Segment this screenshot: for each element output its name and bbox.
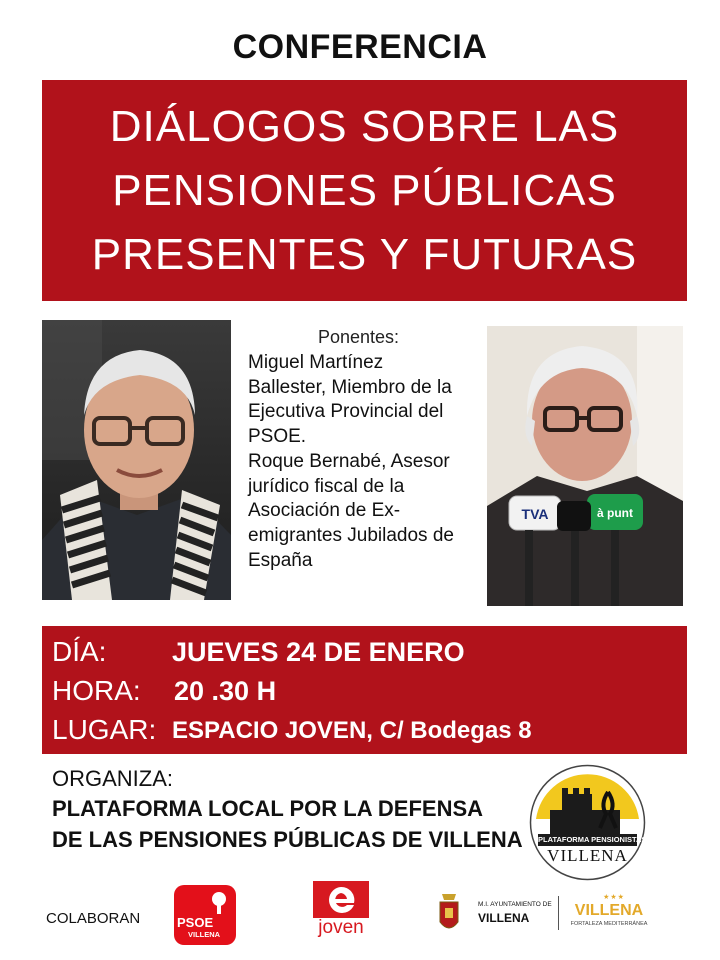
speaker-line-8: emigrantes Jubilados de [248,524,454,546]
rose-fist-icon [208,891,230,915]
speaker-line-2: Ballester, Miembro de la [248,376,452,398]
time-label: HORA: [52,675,141,706]
speaker-line-7: Asociación de Ex- [248,500,401,522]
place-label: LUGAR: [52,714,157,745]
joven-logo-text: joven [318,917,364,938]
pension-logo-banner-text: PLATAFORMA PENSIONISTAS [538,835,647,844]
event-info-banner [42,626,687,754]
villena-brand-name: VILLENA [574,902,644,919]
pension-logo-name: VILLENA [547,846,628,865]
pension-platform-logo [528,764,647,881]
psoe-logo-text: PSOE [177,915,214,930]
mic-logo-apunt: à punt [597,506,633,520]
organizer-line-1: PLATAFORMA LOCAL POR LA DEFENSA [52,796,484,821]
speaker-line-4: PSOE. [248,426,307,448]
villena-brand-stars: ★★★ [603,894,625,901]
place-value: ESPACIO JOVEN, C/ Bodegas 8 [172,717,532,744]
title-line-1: DIÁLOGOS SOBRE LAS [109,101,620,151]
speaker-portrait-left-illustration [42,320,231,600]
speaker-photo-miguel [42,320,231,600]
organizer-label: ORGANIZA: [52,766,174,791]
ayuntamiento-small-text: M.I. AYUNTAMIENTO DE [478,901,552,908]
speakers-heading: Ponentes: [318,327,400,347]
collaborators-label: COLABORAN [46,910,141,927]
espacio-joven-logo [313,881,369,941]
day-label: DÍA: [52,636,107,667]
title-banner [42,80,687,301]
speakers-description [248,351,483,573]
speaker-line-5: Roque Bernabé, Asesor [248,450,450,472]
mic-logo-tva: TVA [521,506,549,522]
psoe-logo [174,885,236,945]
title-line-2: PENSIONES PÚBLICAS [112,165,617,215]
speaker-photo-roque [487,326,683,606]
conference-heading: CONFERENCIA [232,28,488,66]
ayuntamiento-name: VILLENA [478,911,530,925]
title-line-3: PRESENTES Y FUTURAS [91,229,638,279]
villena-brand-tagline: FORTALEZA MEDITERRÁNEA [570,921,648,927]
psoe-logo-city: VILLENA [188,930,221,939]
logo-divider [558,896,559,930]
speaker-line-6: jurídico fiscal de la [248,475,405,497]
speaker-line-9: España [248,549,313,571]
speaker-line-3: Ejecutiva Provincial del [248,401,444,423]
joven-e-icon [313,881,369,918]
speaker-portrait-right-illustration [487,326,683,606]
villena-coat-of-arms [438,892,460,936]
day-value: JUEVES 24 DE ENERO [172,637,465,667]
time-value: 20 .30 H [174,676,277,706]
speaker-line-1: Miguel Martínez [248,352,384,373]
coat-of-arms-icon [438,892,460,936]
organizer-line-2: DE LAS PENSIONES PÚBLICAS DE VILLENA [52,827,523,852]
